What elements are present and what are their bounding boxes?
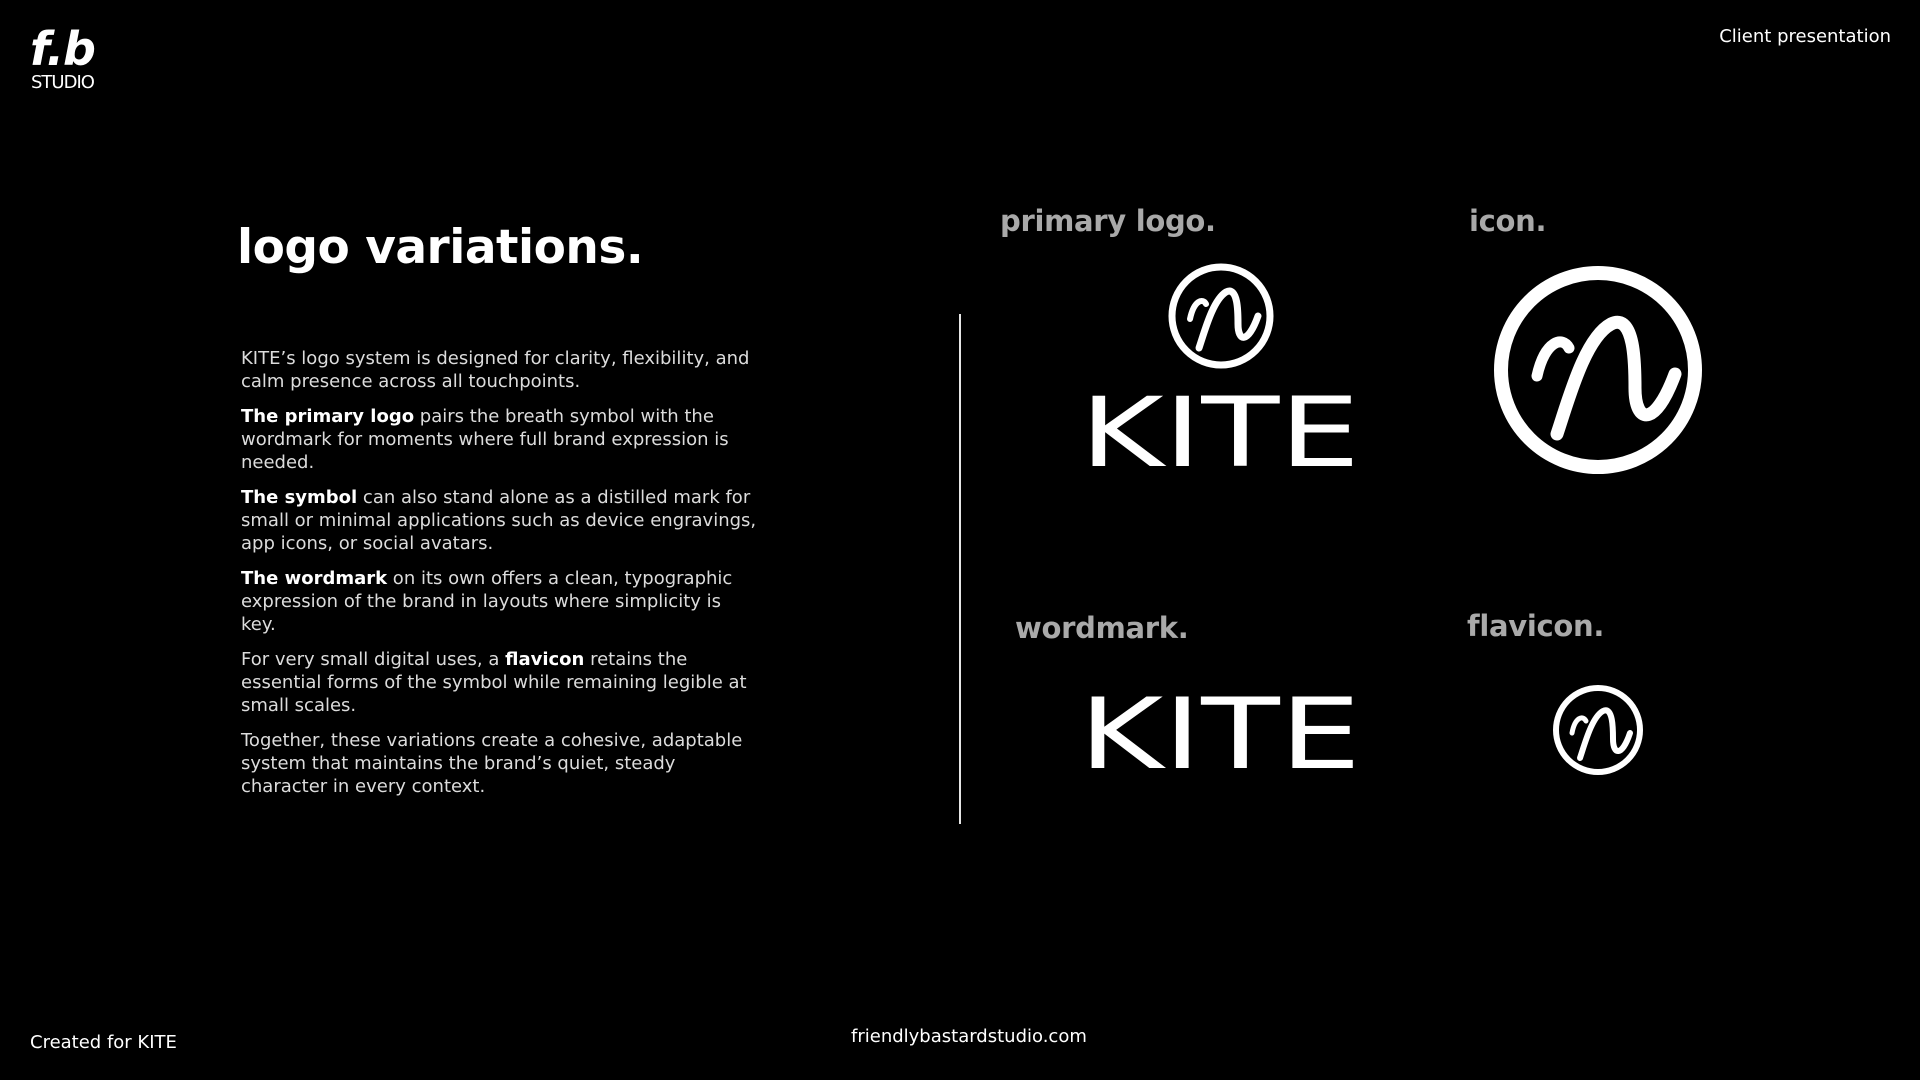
footer-created-for: Created for KITE bbox=[30, 1032, 177, 1053]
wordmark-logo bbox=[1070, 678, 1370, 792]
studio-logo-mark: f.b bbox=[30, 22, 95, 76]
paragraph-flavicon: For very small digital uses, a flavicon retains the essential forms of the symbol while remaining legible at small scales. bbox=[241, 649, 747, 716]
footer-website-link[interactable]: friendlybastardstudio.com bbox=[851, 1026, 1087, 1047]
studio-logo-subtitle: STUDIO bbox=[31, 72, 94, 93]
description-text bbox=[241, 347, 761, 810]
paragraph-intro: KITE’s logo system is designed for clarity, flexibility, and calm presence across all touchpoints. bbox=[241, 348, 750, 392]
vertical-divider bbox=[959, 314, 961, 824]
paragraph-symbol: The symbol can also stand alone as a distilled mark for small or minimal applications such as device engravings, app icons, or social avatars. bbox=[241, 487, 757, 554]
studio-logo bbox=[30, 22, 120, 96]
icon-label: icon. bbox=[1469, 204, 1547, 238]
breath-symbol-icon bbox=[1172, 267, 1270, 365]
breath-symbol-icon bbox=[1501, 273, 1695, 467]
paragraph-primary-logo: The primary logo pairs the breath symbol with the wordmark for moments where full brand expression is needed. bbox=[241, 406, 729, 473]
client-presentation-label: Client presentation bbox=[1719, 26, 1891, 47]
wordmark-text: KITE bbox=[1079, 678, 1361, 792]
breath-symbol-icon bbox=[1556, 688, 1640, 772]
page-title: logo variations. bbox=[237, 220, 644, 275]
paragraph-conclusion: Together, these variations create a cohesive, adaptable system that maintains the brand’s quiet, steady character in every context. bbox=[241, 730, 743, 797]
primary-logo bbox=[1070, 260, 1370, 489]
paragraph-wordmark: The wordmark on its own offers a clean, typographic expression of the brand in layouts where simplicity is key. bbox=[241, 568, 733, 635]
primary-logo-label: primary logo. bbox=[1000, 204, 1216, 238]
primary-logo-wordmark: KITE bbox=[1080, 377, 1360, 489]
standalone-icon bbox=[1490, 262, 1706, 478]
flavicon-label: flavicon. bbox=[1467, 609, 1605, 643]
wordmark-label: wordmark. bbox=[1015, 611, 1189, 645]
flavicon-logo bbox=[1550, 683, 1646, 779]
